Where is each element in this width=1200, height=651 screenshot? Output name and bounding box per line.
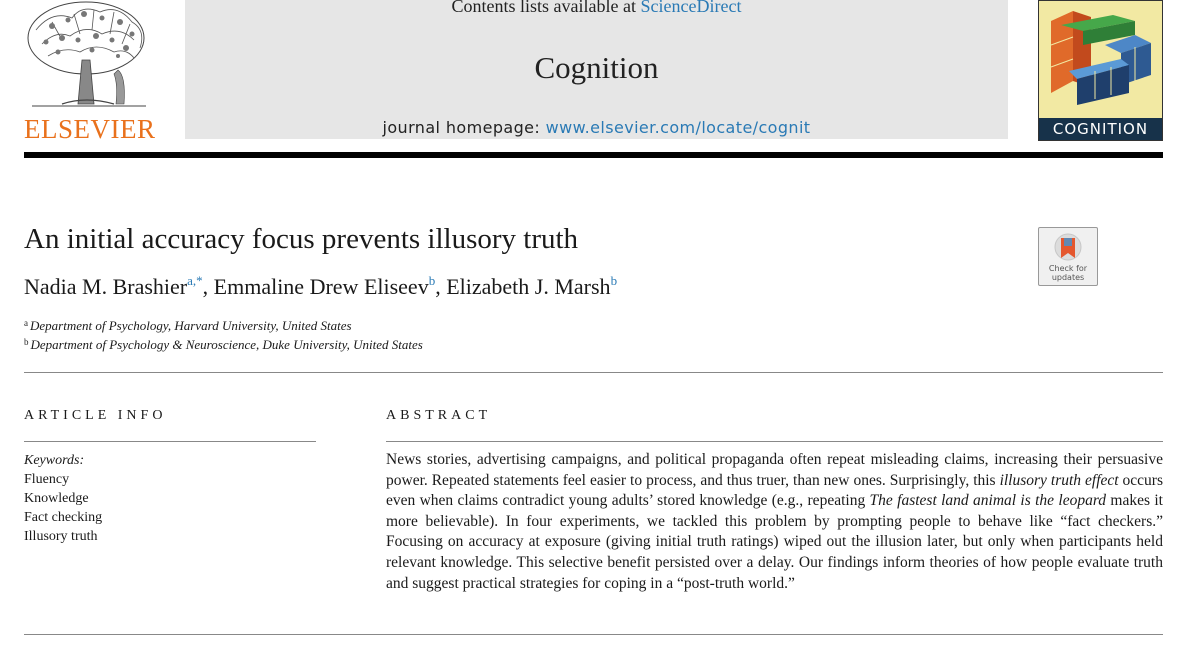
journal-homepage-line [185,117,1008,139]
author-separator: , [202,274,214,299]
elsevier-tree-icon [22,0,156,112]
keyword-item[interactable]: Illusory truth [24,529,98,544]
affiliation-item [24,335,423,354]
homepage-prefix: journal homepage: [382,118,546,137]
author-name[interactable]: Emmaline Drew Eliseev [213,274,429,299]
title-block-divider [24,372,1163,373]
cover-cube-graphic [1039,1,1163,120]
contents-availability-line [185,0,1008,18]
author-affiliation-mark[interactable]: b [428,273,436,288]
header-divider [24,152,1163,158]
abstract-italic-term: illusory truth effect [999,471,1119,489]
abstract-bottom-divider [24,634,1163,635]
author-name[interactable]: Elizabeth J. Marsh [446,274,611,299]
publisher-wordmark: ELSEVIER [24,114,156,144]
keywords-label: Keywords: [24,453,85,468]
abstract-heading: ABSTRACT [386,408,492,423]
elsevier-logo[interactable] [22,0,156,142]
journal-masthead [185,0,1008,139]
bookmark-ribbon-icon [1039,230,1097,266]
abstract-segment: makes it more believable). In four experiments, we tackled this problem by prompting people to behave like “fact checkers.” Focusing on accuracy at exposure (giving initial truth ratings) wiped out the illusion later, but only when participants held relevant knowledge. This selective benefit persisted over a delay. Our findings inform theories of how people evaluate truth and suggest practical strategies for coping in a “post-truth world.” [386,492,1163,592]
sciencedirect-link[interactable]: ScienceDirect [640,0,742,16]
affiliation-mark: b [24,337,29,347]
abstract-segment: News stories, advertising campaigns, and political propaganda often repeat misleading claims, increasing their persuasive power. Repeated statements feel easier to process, and thus truer, than new ones. Surprisingly, this [386,451,1163,489]
keyword-item[interactable]: Knowledge [24,491,89,506]
journal-homepage-link[interactable]: www.elsevier.com/locate/cognit [545,118,811,137]
article-info-rule [24,441,316,442]
author-affiliation-mark[interactable]: b [610,273,618,288]
affiliation-mark: a [24,318,28,328]
keyword-item[interactable]: Fluency [24,472,70,487]
author-list [24,272,617,302]
journal-name[interactable]: Cognition [534,50,659,85]
cover-journal-label: COGNITION [1039,118,1162,140]
article-info-heading: ARTICLE INFO [24,408,167,423]
affiliation-text: Department of Psychology, Harvard University, United States [30,318,352,333]
article-title: An initial accuracy focus prevents illusory truth [24,223,579,255]
keyword-item[interactable]: Fact checking [24,510,103,525]
abstract-segment: occurs even when claims contradict young adults’ stored knowledge (e.g., repeating [386,471,1163,510]
author-separator: , [435,274,447,299]
keyword-list [24,470,102,546]
affiliation-item [24,316,423,335]
abstract-text [386,450,1163,594]
contents-prefix: Contents lists available at [451,0,641,16]
affiliations [24,316,423,354]
abstract-rule [386,441,1163,442]
author-affiliation-mark[interactable]: a,* [187,273,203,288]
journal-cover-thumbnail[interactable] [1038,0,1163,141]
affiliation-text: Department of Psychology & Neuroscience, Duke University, United States [30,337,423,352]
check-for-updates-label: Check for updates [1048,264,1088,282]
abstract-italic-example: The fastest land animal is the leopard [869,492,1107,510]
author-name[interactable]: Nadia M. Brashier [24,274,188,299]
check-for-updates-button[interactable] [1038,227,1098,286]
